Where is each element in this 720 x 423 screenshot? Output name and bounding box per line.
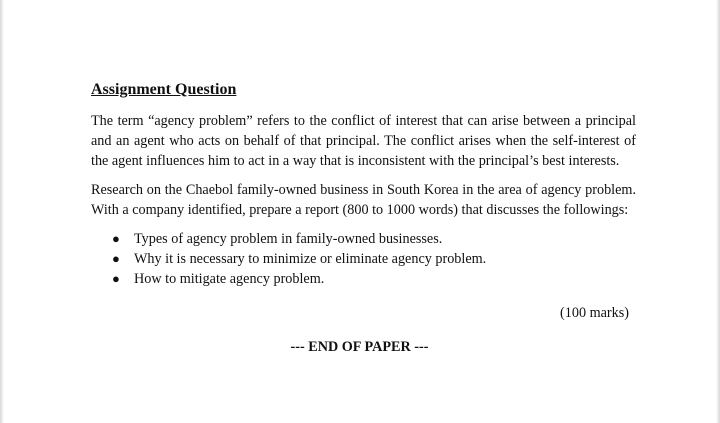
bullet-icon: ●	[112, 231, 120, 246]
bullet-text: Why it is necessary to minimize or eliminate agency problem.	[134, 251, 487, 267]
bullet-list	[91, 229, 636, 289]
list-item	[112, 269, 636, 289]
bullet-text: How to mitigate agency problem.	[134, 271, 325, 287]
page-left-edge	[0, 0, 4, 423]
page-right-edge	[716, 0, 720, 423]
assignment-heading: Assignment Question	[91, 81, 237, 98]
bullet-icon: ●	[112, 271, 120, 286]
list-item	[112, 229, 636, 249]
end-of-paper: --- END OF PAPER ---	[290, 339, 429, 355]
paragraph-agency-definition: The term “agency problem” refers to the conflict of interest that can arise between a principal and an agent who acts on behalf of that principal. The conflict arises when the self-interest of the agent influences him to act in a way that is inconsistent with the principal’s best interests.	[91, 113, 636, 169]
bullet-icon: ●	[112, 251, 120, 266]
paragraph-research-task: Research on the Chaebol family-owned business in South Korea in the area of agency problem. With a company identified, prepare a report (800 to 1000 words) that discusses the followings:	[91, 182, 636, 218]
list-item	[112, 249, 636, 269]
bullet-text: Types of agency problem in family-owned businesses.	[134, 231, 443, 247]
marks-label: (100 marks)	[560, 305, 629, 321]
document-page	[91, 80, 636, 357]
